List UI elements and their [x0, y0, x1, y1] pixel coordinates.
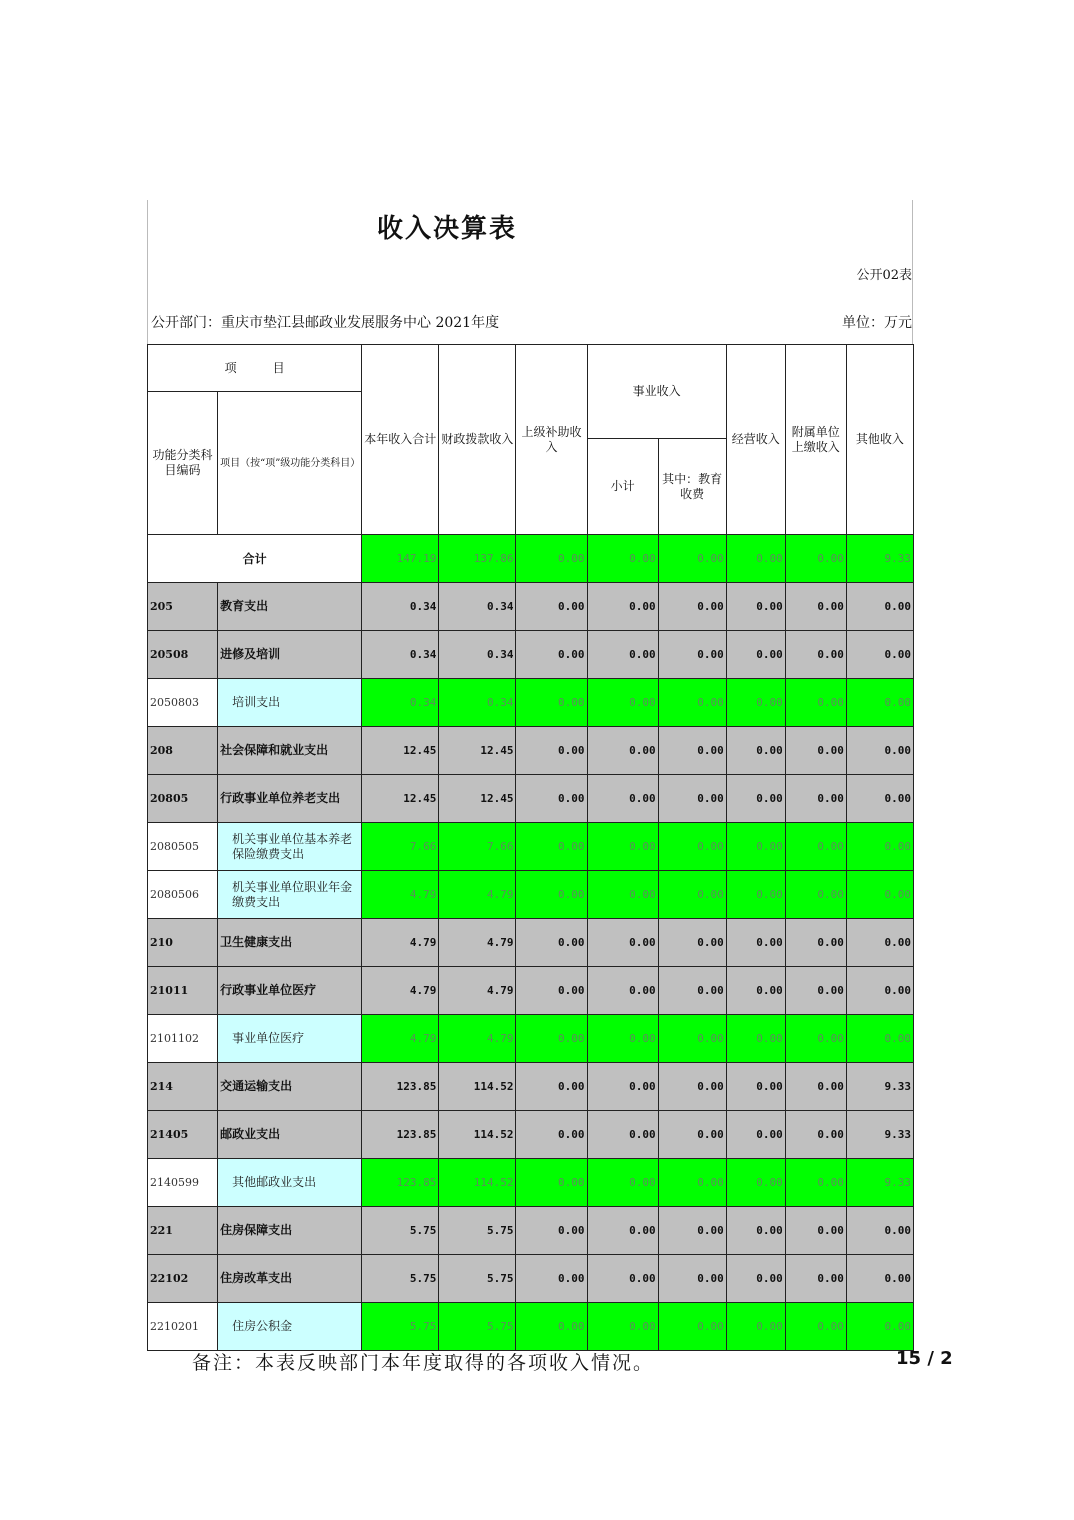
- row-value: 0.00: [726, 1015, 785, 1063]
- row-value: 0.00: [516, 1303, 587, 1351]
- income-table: [147, 344, 914, 1351]
- row-value: 0.34: [362, 679, 439, 727]
- row-value: 0.00: [587, 1159, 658, 1207]
- row-value: 0.00: [658, 871, 726, 919]
- table-row: [148, 1063, 914, 1111]
- row-value: 0.00: [658, 823, 726, 871]
- total-value: 147.19: [362, 535, 439, 583]
- row-value: 0.00: [587, 679, 658, 727]
- row-value: 0.00: [658, 1255, 726, 1303]
- table-row: [148, 1207, 914, 1255]
- table-row: [148, 919, 914, 967]
- row-value: 4.79: [362, 919, 439, 967]
- row-value: 0.00: [516, 631, 587, 679]
- row-value: 0.00: [726, 631, 785, 679]
- row-value: 9.33: [846, 1063, 913, 1111]
- row-value: 0.00: [658, 1111, 726, 1159]
- table-row: [148, 583, 914, 631]
- total-row: [148, 535, 914, 583]
- row-value: 0.00: [846, 967, 913, 1015]
- row-value: 0.00: [587, 1015, 658, 1063]
- row-value: 0.00: [726, 1111, 785, 1159]
- row-value: 0.00: [726, 1303, 785, 1351]
- row-value: 0.00: [658, 1015, 726, 1063]
- table-row: [148, 1159, 914, 1207]
- row-name: 教育支出: [218, 583, 362, 631]
- row-value: 0.00: [785, 775, 846, 823]
- row-value: 0.00: [658, 583, 726, 631]
- row-name: 交通运输支出: [218, 1063, 362, 1111]
- row-value: 0.00: [726, 919, 785, 967]
- row-value: 0.00: [726, 967, 785, 1015]
- table-row: [148, 871, 914, 919]
- row-value: 4.79: [439, 919, 516, 967]
- row-value: 114.52: [439, 1159, 516, 1207]
- header-affiliated: 附属单位上缴收入: [785, 345, 846, 535]
- row-name: 邮政业支出: [218, 1111, 362, 1159]
- row-name: 住房改革支出: [218, 1255, 362, 1303]
- row-name: 其他邮政业支出: [218, 1159, 362, 1207]
- row-value: 0.00: [587, 583, 658, 631]
- row-value: 0.00: [516, 967, 587, 1015]
- row-value: 0.00: [658, 775, 726, 823]
- header-fiscal: 财政拨款收入: [439, 345, 516, 535]
- row-value: 12.45: [362, 727, 439, 775]
- row-value: 0.00: [587, 919, 658, 967]
- row-value: 0.00: [726, 679, 785, 727]
- row-value: 0.00: [658, 967, 726, 1015]
- row-value: 0.00: [587, 871, 658, 919]
- row-value: 0.00: [726, 583, 785, 631]
- row-value: 0.00: [587, 1111, 658, 1159]
- row-value: 5.75: [362, 1255, 439, 1303]
- row-name: 培训支出: [218, 679, 362, 727]
- row-value: 0.00: [587, 775, 658, 823]
- total-value: 0.00: [785, 535, 846, 583]
- row-value: 0.00: [587, 1303, 658, 1351]
- row-value: 0.00: [516, 583, 587, 631]
- row-value: 0.00: [587, 631, 658, 679]
- row-value: 0.00: [785, 919, 846, 967]
- row-code: 210: [148, 919, 218, 967]
- row-value: 0.00: [785, 583, 846, 631]
- row-value: 0.00: [785, 823, 846, 871]
- row-value: 12.45: [362, 775, 439, 823]
- row-value: 0.00: [785, 1255, 846, 1303]
- row-code: 20508: [148, 631, 218, 679]
- row-name: 住房保障支出: [218, 1207, 362, 1255]
- unit-label: 单位：万元: [842, 315, 912, 331]
- row-code: 22102: [148, 1255, 218, 1303]
- row-value: 12.45: [439, 727, 516, 775]
- row-value: 0.00: [658, 1303, 726, 1351]
- row-value: 0.00: [785, 1111, 846, 1159]
- header-name: 项目（按“项”级功能分类科目）: [218, 392, 362, 535]
- row-value: 0.00: [516, 1255, 587, 1303]
- row-value: 0.00: [516, 1015, 587, 1063]
- row-code: 21405: [148, 1111, 218, 1159]
- row-value: 0.00: [846, 919, 913, 967]
- table-row: [148, 679, 914, 727]
- row-name: 机关事业单位职业年金缴费支出: [218, 871, 362, 919]
- row-value: 0.00: [846, 1207, 913, 1255]
- row-value: 5.75: [439, 1303, 516, 1351]
- row-value: 4.79: [362, 967, 439, 1015]
- row-value: 123.85: [362, 1111, 439, 1159]
- row-value: 0.00: [658, 631, 726, 679]
- row-value: 0.00: [516, 1063, 587, 1111]
- row-value: 5.75: [439, 1207, 516, 1255]
- row-value: 0.00: [785, 1063, 846, 1111]
- row-value: 0.00: [726, 727, 785, 775]
- row-code: 205: [148, 583, 218, 631]
- table-row: [148, 967, 914, 1015]
- row-value: 0.00: [658, 919, 726, 967]
- row-value: 0.00: [516, 1111, 587, 1159]
- row-value: 0.00: [658, 727, 726, 775]
- row-value: 0.00: [726, 1159, 785, 1207]
- row-code: 20805: [148, 775, 218, 823]
- row-value: 0.00: [658, 1063, 726, 1111]
- total-value: 137.86: [439, 535, 516, 583]
- row-value: 0.00: [846, 775, 913, 823]
- row-value: 0.00: [726, 1207, 785, 1255]
- row-code: 2050803: [148, 679, 218, 727]
- table-row: [148, 631, 914, 679]
- row-name: 事业单位医疗: [218, 1015, 362, 1063]
- data-rows: [148, 583, 914, 1351]
- row-value: 114.52: [439, 1111, 516, 1159]
- row-value: 9.33: [846, 1111, 913, 1159]
- row-value: 0.34: [362, 631, 439, 679]
- row-value: 0.00: [846, 823, 913, 871]
- row-value: 0.00: [658, 1159, 726, 1207]
- row-value: 0.00: [587, 967, 658, 1015]
- row-name: 卫生健康支出: [218, 919, 362, 967]
- row-value: 4.79: [439, 871, 516, 919]
- row-value: 0.00: [516, 823, 587, 871]
- row-value: 0.00: [846, 583, 913, 631]
- row-value: 0.00: [846, 1303, 913, 1351]
- table-row: [148, 1303, 914, 1351]
- row-name: 住房公积金: [218, 1303, 362, 1351]
- row-value: 0.00: [785, 1159, 846, 1207]
- row-value: 0.00: [726, 1255, 785, 1303]
- row-value: 7.66: [439, 823, 516, 871]
- row-value: 0.00: [785, 679, 846, 727]
- row-value: 0.00: [785, 1015, 846, 1063]
- row-value: 0.00: [785, 631, 846, 679]
- row-name: 进修及培训: [218, 631, 362, 679]
- row-value: 0.00: [587, 823, 658, 871]
- row-code: 214: [148, 1063, 218, 1111]
- row-value: 0.00: [516, 871, 587, 919]
- row-value: 0.00: [846, 631, 913, 679]
- row-code: 2140599: [148, 1159, 218, 1207]
- total-value: 0.00: [587, 535, 658, 583]
- header-superior: 上级补助收入: [516, 345, 587, 535]
- table-row: [148, 1111, 914, 1159]
- row-name: 机关事业单位基本养老保险缴费支出: [218, 823, 362, 871]
- row-value: 9.33: [846, 1159, 913, 1207]
- row-code: 21011: [148, 967, 218, 1015]
- row-value: 0.00: [785, 727, 846, 775]
- table-row: [148, 823, 914, 871]
- total-value: 0.00: [658, 535, 726, 583]
- row-value: 0.00: [516, 679, 587, 727]
- row-value: 0.00: [846, 679, 913, 727]
- header-item: 项 目: [148, 345, 362, 392]
- table-row: [148, 775, 914, 823]
- header-total: 本年收入合计: [362, 345, 439, 535]
- row-value: 0.00: [846, 727, 913, 775]
- row-code: 2101102: [148, 1015, 218, 1063]
- row-value: 0.00: [658, 679, 726, 727]
- row-value: 0.00: [846, 871, 913, 919]
- table-row: [148, 1015, 914, 1063]
- row-value: 12.45: [439, 775, 516, 823]
- row-value: 0.34: [439, 679, 516, 727]
- row-value: 0.00: [726, 1063, 785, 1111]
- total-label: 合计: [148, 535, 362, 583]
- row-name: 社会保障和就业支出: [218, 727, 362, 775]
- row-value: 0.34: [439, 631, 516, 679]
- row-value: 5.75: [362, 1207, 439, 1255]
- row-value: 4.79: [439, 1015, 516, 1063]
- table-number: 公开02表: [856, 268, 912, 283]
- row-name: 行政事业单位养老支出: [218, 775, 362, 823]
- row-value: 114.52: [439, 1063, 516, 1111]
- row-value: 0.00: [785, 1207, 846, 1255]
- total-value: 0.00: [516, 535, 587, 583]
- row-value: 0.00: [726, 775, 785, 823]
- table-row: [148, 1255, 914, 1303]
- header-business: 事业收入: [587, 345, 726, 439]
- page-number: 15 / 2: [896, 1348, 953, 1369]
- header-operating: 经营收入: [726, 345, 785, 535]
- row-value: 0.00: [587, 727, 658, 775]
- row-value: 0.00: [516, 1207, 587, 1255]
- row-value: 0.00: [726, 871, 785, 919]
- header-edu-fee: 其中：教育收费: [658, 439, 726, 535]
- row-value: 4.79: [439, 967, 516, 1015]
- row-value: 5.75: [439, 1255, 516, 1303]
- page-title: 收入决算表: [376, 214, 517, 244]
- row-value: 0.00: [785, 1303, 846, 1351]
- row-value: 0.00: [785, 967, 846, 1015]
- row-value: 0.00: [516, 727, 587, 775]
- row-value: 0.00: [587, 1207, 658, 1255]
- row-value: 0.00: [785, 871, 846, 919]
- header-subtotal: 小计: [587, 439, 658, 535]
- row-value: 0.00: [587, 1063, 658, 1111]
- row-value: 0.00: [846, 1015, 913, 1063]
- total-value: 0.00: [726, 535, 785, 583]
- row-code: 2210201: [148, 1303, 218, 1351]
- row-value: 0.00: [516, 1159, 587, 1207]
- table-row: [148, 727, 914, 775]
- row-value: 0.00: [516, 775, 587, 823]
- row-code: 208: [148, 727, 218, 775]
- row-name: 行政事业单位医疗: [218, 967, 362, 1015]
- row-value: 7.66: [362, 823, 439, 871]
- footnote: 备注：本表反映部门本年度取得的各项收入情况。: [192, 1352, 655, 1374]
- row-value: 4.79: [362, 1015, 439, 1063]
- row-value: 0.00: [846, 1255, 913, 1303]
- header-other: 其他收入: [846, 345, 913, 535]
- row-value: 4.79: [362, 871, 439, 919]
- row-value: 123.85: [362, 1063, 439, 1111]
- row-value: 123.85: [362, 1159, 439, 1207]
- row-value: 0.00: [658, 1207, 726, 1255]
- row-value: 0.00: [726, 823, 785, 871]
- row-code: 2080506: [148, 871, 218, 919]
- row-value: 0.00: [516, 919, 587, 967]
- department-label: 公开部门：重庆市垫江县邮政业发展服务中心 2021年度: [151, 315, 500, 331]
- row-value: 0.34: [362, 583, 439, 631]
- total-value: 9.33: [846, 535, 913, 583]
- row-code: 2080505: [148, 823, 218, 871]
- row-value: 0.00: [587, 1255, 658, 1303]
- row-value: 0.34: [439, 583, 516, 631]
- header-code: 功能分类科目编码: [148, 392, 218, 535]
- row-code: 221: [148, 1207, 218, 1255]
- row-value: 5.75: [362, 1303, 439, 1351]
